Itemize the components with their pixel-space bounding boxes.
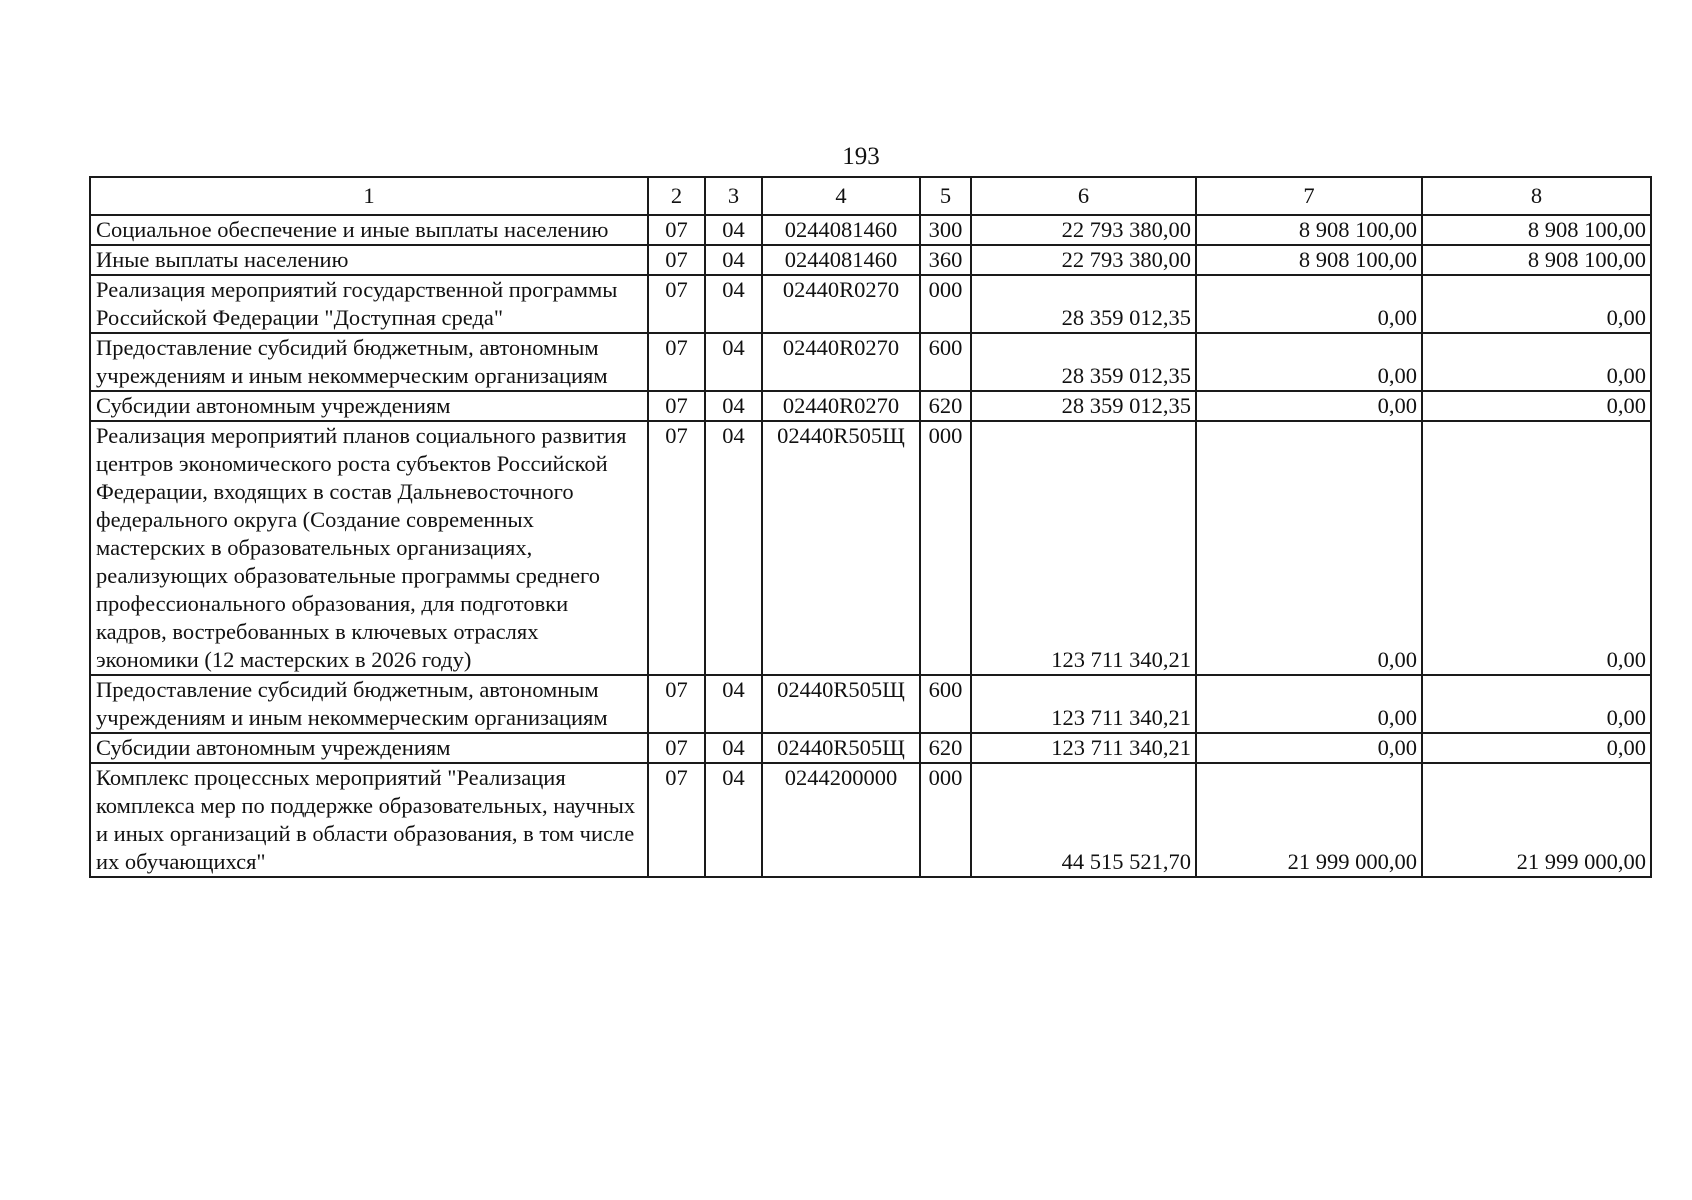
row-section-code: 07 [648,245,705,275]
table-row [90,421,1651,675]
row-name: Предоставление субсидий бюджетным, автономным учреждениям и иным некоммерческим организациям [90,333,648,391]
table-row [90,245,1651,275]
row-expense-type-code: 000 [920,763,971,877]
row-target-code: 0244081460 [762,215,920,245]
row-target-code: 02440R0270 [762,333,920,391]
table-row [90,391,1651,421]
row-amount-col8: 8 908 100,00 [1422,245,1651,275]
row-target-code: 02440R0270 [762,391,920,421]
row-expense-type-code: 620 [920,733,971,763]
row-expense-type-code: 300 [920,215,971,245]
row-name: Иные выплаты населению [90,245,648,275]
table-row [90,215,1651,245]
row-name: Субсидии автономным учреждениям [90,733,648,763]
table-row [90,733,1651,763]
row-expense-type-code: 600 [920,333,971,391]
row-subsection-code: 04 [705,333,762,391]
row-amount-col8: 21 999 000,00 [1422,763,1651,877]
row-section-code: 07 [648,763,705,877]
row-expense-type-code: 000 [920,421,971,675]
row-expense-type-code: 360 [920,245,971,275]
row-amount-col8: 8 908 100,00 [1422,215,1651,245]
row-name: Реализация мероприятий государственной программы Российской Федерации "Доступная среда" [90,275,648,333]
column-header-4: 4 [762,177,920,215]
row-subsection-code: 04 [705,245,762,275]
row-amount-col8: 0,00 [1422,391,1651,421]
column-header-8: 8 [1422,177,1651,215]
row-subsection-code: 04 [705,733,762,763]
row-target-code: 02440R505Щ [762,733,920,763]
row-amount-col8: 0,00 [1422,333,1651,391]
row-section-code: 07 [648,421,705,675]
column-header-6: 6 [971,177,1196,215]
column-header-7: 7 [1196,177,1422,215]
row-subsection-code: 04 [705,391,762,421]
row-amount-col6: 123 711 340,21 [971,675,1196,733]
row-expense-type-code: 000 [920,275,971,333]
row-amount-col7: 0,00 [1196,733,1422,763]
row-section-code: 07 [648,275,705,333]
row-amount-col6: 22 793 380,00 [971,215,1196,245]
column-header-3: 3 [705,177,762,215]
row-amount-col6: 28 359 012,35 [971,275,1196,333]
row-section-code: 07 [648,675,705,733]
row-section-code: 07 [648,333,705,391]
row-amount-col6: 44 515 521,70 [971,763,1196,877]
row-target-code: 02440R505Щ [762,675,920,733]
row-target-code: 02440R0270 [762,275,920,333]
row-amount-col6: 123 711 340,21 [971,421,1196,675]
row-amount-col7: 8 908 100,00 [1196,245,1422,275]
row-name: Социальное обеспечение и иные выплаты населению [90,215,648,245]
row-amount-col6: 123 711 340,21 [971,733,1196,763]
row-amount-col7: 8 908 100,00 [1196,215,1422,245]
row-amount-col8: 0,00 [1422,675,1651,733]
table-row [90,763,1651,877]
row-amount-col6: 28 359 012,35 [971,391,1196,421]
row-subsection-code: 04 [705,275,762,333]
header-row [90,177,1651,215]
row-section-code: 07 [648,733,705,763]
row-name: Комплекс процессных мероприятий "Реализация комплекса мер по поддержке образовательных, научных и иных организаций в области образования, в том числе их обучающихся" [90,763,648,877]
row-amount-col8: 0,00 [1422,275,1651,333]
row-target-code: 0244200000 [762,763,920,877]
row-target-code: 0244081460 [762,245,920,275]
row-amount-col6: 28 359 012,35 [971,333,1196,391]
row-amount-col7: 0,00 [1196,333,1422,391]
row-amount-col7: 0,00 [1196,275,1422,333]
row-section-code: 07 [648,215,705,245]
row-expense-type-code: 620 [920,391,971,421]
table-row [90,675,1651,733]
row-subsection-code: 04 [705,675,762,733]
row-section-code: 07 [648,391,705,421]
row-amount-col7: 0,00 [1196,391,1422,421]
row-target-code: 02440R505Щ [762,421,920,675]
column-header-1: 1 [90,177,648,215]
row-name: Субсидии автономным учреждениям [90,391,648,421]
table-row [90,275,1651,333]
row-name: Реализация мероприятий планов социального развития центров экономического роста субъектов Российской Федерации, входящих в состав Дальневосточного федерального округа (Создание современных мастерских в образовательных организациях, реализующих образовательные программы среднего профессионального образования, для подготовки кадров, востребованных в ключевых отраслях экономики (12 мастерских в 2026 году) [90,421,648,675]
row-subsection-code: 04 [705,215,762,245]
column-header-2: 2 [648,177,705,215]
row-expense-type-code: 600 [920,675,971,733]
row-amount-col6: 22 793 380,00 [971,245,1196,275]
row-amount-col8: 0,00 [1422,733,1651,763]
row-amount-col7: 0,00 [1196,675,1422,733]
page-number: 193 [842,143,880,170]
row-amount-col8: 0,00 [1422,421,1651,675]
row-subsection-code: 04 [705,421,762,675]
row-amount-col7: 0,00 [1196,421,1422,675]
row-amount-col7: 21 999 000,00 [1196,763,1422,877]
row-name: Предоставление субсидий бюджетным, автономным учреждениям и иным некоммерческим организациям [90,675,648,733]
row-subsection-code: 04 [705,763,762,877]
column-header-5: 5 [920,177,971,215]
budget-table [89,176,1652,878]
table-row [90,333,1651,391]
